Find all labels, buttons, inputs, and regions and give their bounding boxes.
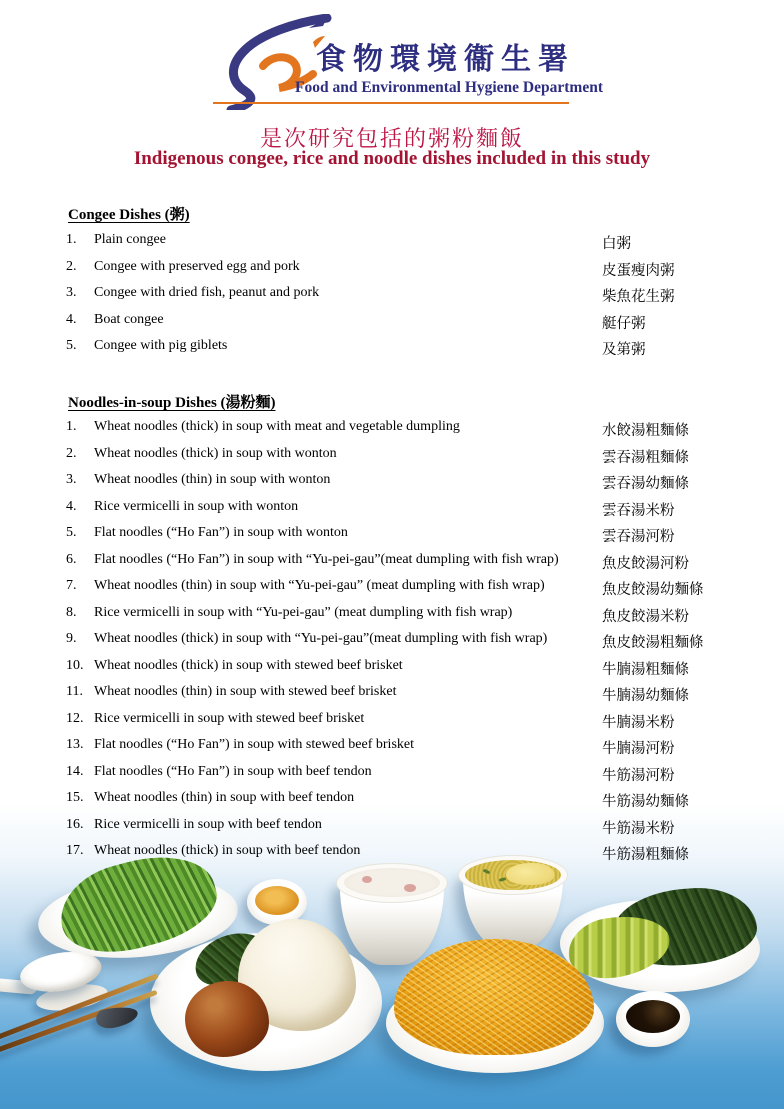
dish-name-en: Congee with dried fish, peanut and pork [94,285,320,300]
dish-number: 2. [66,258,77,274]
dish-name-zh: 皮蛋瘦肉粥 [602,262,675,279]
dish-number: 6. [66,551,77,567]
noodles-dish-list [66,419,766,870]
dish-name-en: Wheat noodles (thin) in soup with “Yu-pei-gau” (meat dumpling with fish wrap) [94,578,545,593]
dish-name-en: Congee with pig giblets [94,338,228,353]
dish-number: 4. [66,498,77,514]
dish-name-en: Wheat noodles (thick) in soup with meat and vegetable dumpling [94,419,460,434]
dish-name-en: Rice vermicelli in soup with “Yu-pei-gau” (meat dumpling with fish wrap) [94,604,513,620]
dish-name-zh: 牛筋湯米粉 [602,820,675,837]
fried-noodles-plate [386,973,604,1073]
dish-name-zh: 牛筋湯河粉 [602,767,675,784]
congee-section-heading: Congee Dishes (粥) [68,207,190,223]
dish-number: 17. [66,843,84,858]
dish-name-en: Wheat noodles (thick) in soup with beef tendon [94,843,361,858]
study-title-zh: 是次研究包括的粥粉麵飯 [259,126,524,151]
dish-name-en: Rice vermicelli in soup with wonton [94,498,299,514]
dish-name-en: Wheat noodles (thin) in soup with beef tendon [94,790,355,805]
dish-name-en: Plain congee [94,232,166,247]
congee-surface [344,868,440,897]
dish-number: 3. [66,285,77,300]
soy-sauce-dish [616,991,690,1047]
dish-row [66,578,766,605]
soy-sauce [626,1000,680,1033]
dish-row [66,552,766,579]
dish-row [66,790,766,817]
dish-row [66,312,766,339]
dish-row [66,259,766,286]
chinese-kale-plate [558,897,761,996]
egg-topping [506,863,554,885]
noodles-section-heading: Noodles-in-soup Dishes (湯粉麵) [68,395,276,411]
dish-name-zh: 牛腩湯幼麵條 [602,688,689,704]
dish-row [66,499,766,526]
food-photo [0,855,784,1109]
dish-number: 11. [66,684,83,699]
dish-row [66,631,766,658]
dish-name-en: Rice vermicelli in soup with beef tendon [94,816,322,832]
dish-name-zh: 牛腩湯粗麵條 [602,661,689,678]
dish-number: 16. [66,816,84,832]
dish-row [66,338,766,365]
dish-name-zh: 魚皮餃湯粗麵條 [602,635,704,651]
dish-name-en: Flat noodles (“Ho Fan”) in soup with “Yu-pei-gau”(meat dumpling with fish wrap) [94,551,559,567]
dish-row [66,232,766,259]
header-rule [213,102,569,104]
dept-name-en: Food and Environmental Hygiene Department [295,79,603,96]
dish-number: 8. [66,604,77,620]
dish-row [66,737,766,764]
dish-number: 4. [66,311,77,327]
dish-name-zh: 雲吞湯幼麵條 [602,476,689,492]
congee-dish-list [66,232,766,365]
dish-number: 15. [66,790,84,805]
dish-name-en: Congee with preserved egg and pork [94,258,300,274]
dish-name-en: Flat noodles (“Ho Fan”) in soup with wonton [94,525,348,540]
dish-name-en: Wheat noodles (thin) in soup with stewed beef brisket [94,684,397,699]
dish-row [66,419,766,446]
dish-number: 10. [66,657,84,673]
dish-row [66,817,766,844]
dish-number: 1. [66,419,77,434]
dish-number: 5. [66,338,77,353]
dish-row [66,285,766,312]
dish-name-en: Rice vermicelli in soup with stewed beef brisket [94,710,365,726]
dish-row [66,764,766,791]
barbecued-pork [185,981,269,1057]
dish-name-zh: 白粥 [602,236,631,252]
dish-row [66,658,766,685]
dish-name-en: Wheat noodles (thick) in soup with “Yu-pei-gau”(meat dumpling with fish wrap) [94,631,548,646]
noodle-soup-bowl [458,855,568,949]
dish-row [66,472,766,499]
sauce [255,886,299,915]
dish-name-zh: 魚皮餃湯米粉 [602,608,689,625]
dish-number: 5. [66,525,77,540]
dish-number: 2. [66,445,77,461]
dish-name-zh: 牛筋湯粗麵條 [602,847,689,863]
dish-row [66,605,766,632]
dish-number: 13. [66,737,84,752]
dish-name-zh: 牛腩湯河粉 [602,741,675,757]
dish-name-zh: 魚皮餃湯幼麵條 [602,582,704,598]
dish-name-zh: 牛腩湯米粉 [602,714,675,731]
rice-plate [150,933,382,1071]
dish-number: 1. [66,232,77,247]
dish-name-zh: 雲吞湯米粉 [602,502,675,519]
dish-number: 14. [66,763,84,779]
dish-name-zh: 雲吞湯河粉 [602,529,675,545]
dish-name-zh: 魚皮餃湯河粉 [602,555,689,572]
dish-name-en: Boat congee [94,311,164,327]
dish-row [66,446,766,473]
dish-name-en: Flat noodles (“Ho Fan”) in soup with stewed beef brisket [94,737,414,752]
dish-name-en: Wheat noodles (thick) in soup with wonton [94,445,337,461]
dish-name-zh: 雲吞湯粗麵條 [602,449,689,466]
dish-name-zh: 艇仔粥 [602,315,646,332]
dept-name-zh: 食物環境衞生署 [316,43,575,76]
dish-name-zh: 及第粥 [602,342,646,358]
dish-name-zh: 柴魚花生粥 [602,289,675,305]
dish-number: 9. [66,631,77,646]
dish-number: 7. [66,578,77,593]
dish-name-zh: 水餃湯粗麵條 [602,423,689,439]
dish-name-en: Flat noodles (“Ho Fan”) in soup with beef tendon [94,763,372,779]
study-title-en: Indigenous congee, rice and noodle dishes included in this study [133,148,651,169]
dish-row [66,684,766,711]
dish-number: 3. [66,472,77,487]
dish-row [66,525,766,552]
dish-name-en: Wheat noodles (thick) in soup with stewed beef brisket [94,657,403,673]
dish-name-zh: 牛筋湯幼麵條 [602,794,689,810]
dish-row [66,711,766,738]
congee-bowl [336,863,448,965]
dish-name-en: Wheat noodles (thin) in soup with wonton [94,472,331,487]
dish-number: 12. [66,710,84,726]
